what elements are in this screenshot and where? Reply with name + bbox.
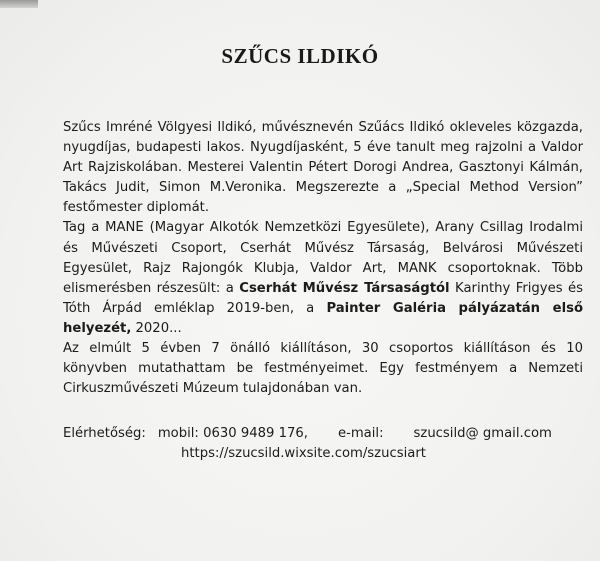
- mobile-label: mobil:: [157, 426, 199, 441]
- award-year: 2020...: [131, 320, 182, 336]
- award-text: Karinthy Frigyes és Tóth Árpád emléklap 2019-ben, a: [63, 280, 584, 316]
- contact-label: Elérhetőség:: [63, 426, 146, 441]
- website-row: [63, 444, 583, 464]
- email-address: szucsild@ gmail.com: [413, 426, 552, 441]
- award-painter-galeria: Painter Galéria pályázatán első helyezét,: [63, 300, 584, 336]
- award-cserhat: Cserhát Művész Társaságtól: [239, 280, 450, 296]
- mobile-number: 0630 9489 176,: [203, 426, 308, 441]
- biography: [63, 118, 583, 399]
- email-label: e-mail:: [337, 426, 384, 441]
- page-title: SZŰCS ILDIKÓ: [221, 44, 379, 68]
- website-url: https://szucsild.wixsite.com/szucsiart: [181, 446, 426, 462]
- bio-paragraph-memberships: [63, 218, 583, 339]
- memberships-text: Tag a MANE (Magyar Alkotók Nemzetközi Egyesülete), Arany Csillag Irodalmi és Művészeti Csoport, Cserhát Művész Társaság, Belvárosi Művészeti Egyesület, Rajz Rajongók Klubja, Valdor Art, MANK csoportoknak. Több elismerésben részesült: a: [63, 220, 583, 296]
- contact-row: [63, 424, 583, 444]
- scan-corner-mark: [0, 0, 38, 8]
- bio-paragraph-intro: Szűcs Imréné Völgyesi Ildikó, művésznevén Szűács Ildikó okleveles közgazda, nyugdíjas, budapesti lakos. Nyugdíjasként, 5 éve tanult meg rajzolni a Valdor Art Rajziskolában. Mesterei Valentin Pétert Dorogi Andrea, Gasztonyi Kálmán, Takács Judit, Simon M.Veronika. Megszerezte a „Special Method Version” festőmester diplomát.: [63, 120, 583, 216]
- contact-block: [63, 424, 583, 464]
- bio-paragraph-exhibitions: Az elmúlt 5 évben 7 önálló kiállításon, 30 csoportos kiállításon és 10 könyvben mutathattam be festményeimet. Egy festményem a Nemzeti Cirkuszművészeti Múzeum tulajdonában van.: [63, 341, 583, 397]
